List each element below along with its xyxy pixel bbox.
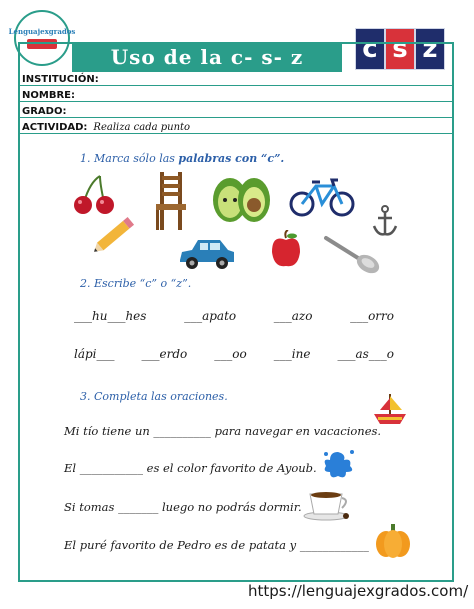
apple-icon[interactable] [268, 230, 304, 270]
sentence-2[interactable]: El ___________ es el color favorito de Ayoub. [64, 461, 317, 475]
logo-text: Lenguajexgrados [8, 27, 76, 36]
word-row-2 [74, 347, 394, 361]
word-item[interactable]: lápi___ [74, 347, 115, 361]
letter-c-box: c [355, 28, 385, 70]
spoon-icon[interactable] [322, 232, 384, 276]
section1-title-prefix: 1. Marca sólo las [80, 152, 175, 165]
sentence-4[interactable]: El puré favorito de Pedro es de patata y ____________ [64, 538, 369, 552]
footer-url[interactable]: https://lenguajexgrados.com/ [248, 582, 469, 600]
section1-title [80, 152, 284, 165]
pumpkin-icon [374, 522, 412, 560]
letter-s-box: s [385, 28, 415, 70]
word-item[interactable]: ___erdo [141, 347, 188, 361]
word-item[interactable]: ___ine [273, 347, 311, 361]
section2-title: 2. Escribe “c” o “z”. [80, 277, 192, 290]
word-item[interactable]: ___hu___hes [74, 309, 147, 323]
sentence-3[interactable]: Si tomas _______ luego no podrás dormir. [64, 500, 302, 514]
word-item[interactable]: ___azo [273, 309, 313, 323]
pencil-icon[interactable] [86, 210, 142, 260]
field-grado[interactable] [18, 102, 454, 118]
page-title: Uso de la c- s- z [110, 45, 304, 69]
boat-icon [372, 392, 408, 428]
word-item[interactable]: ___apato [184, 309, 237, 323]
field-label: GRADO: [22, 106, 67, 117]
coffee-cup-icon [302, 486, 352, 522]
section3-title: 3. Completa las oraciones. [80, 390, 228, 403]
chair-icon[interactable] [152, 170, 188, 232]
word-row-1 [74, 309, 394, 323]
field-actividad[interactable] [18, 118, 454, 134]
field-label: NOMBRE: [22, 90, 75, 101]
field-label: INSTITUCIÓN: [22, 74, 99, 85]
avocado-icon[interactable] [210, 172, 272, 224]
section1-title-bold: palabras con “c”. [178, 152, 285, 165]
word-item[interactable]: ___orro [350, 309, 394, 323]
car-icon[interactable] [176, 236, 238, 272]
field-nombre[interactable] [18, 86, 454, 102]
word-item[interactable]: ___oo [214, 347, 247, 361]
field-institucion[interactable] [18, 70, 454, 86]
letter-z-box: z [415, 28, 445, 70]
bicycle-icon[interactable] [288, 176, 356, 218]
sentence-1[interactable]: Mi tío tiene un __________ para navegar en vacaciones. [64, 424, 382, 438]
word-item[interactable]: ___as___o [337, 347, 394, 361]
field-label: ACTIVIDAD: [22, 122, 88, 133]
paint-splash-icon [320, 448, 356, 480]
field-value: Realiza cada punto [93, 122, 191, 133]
